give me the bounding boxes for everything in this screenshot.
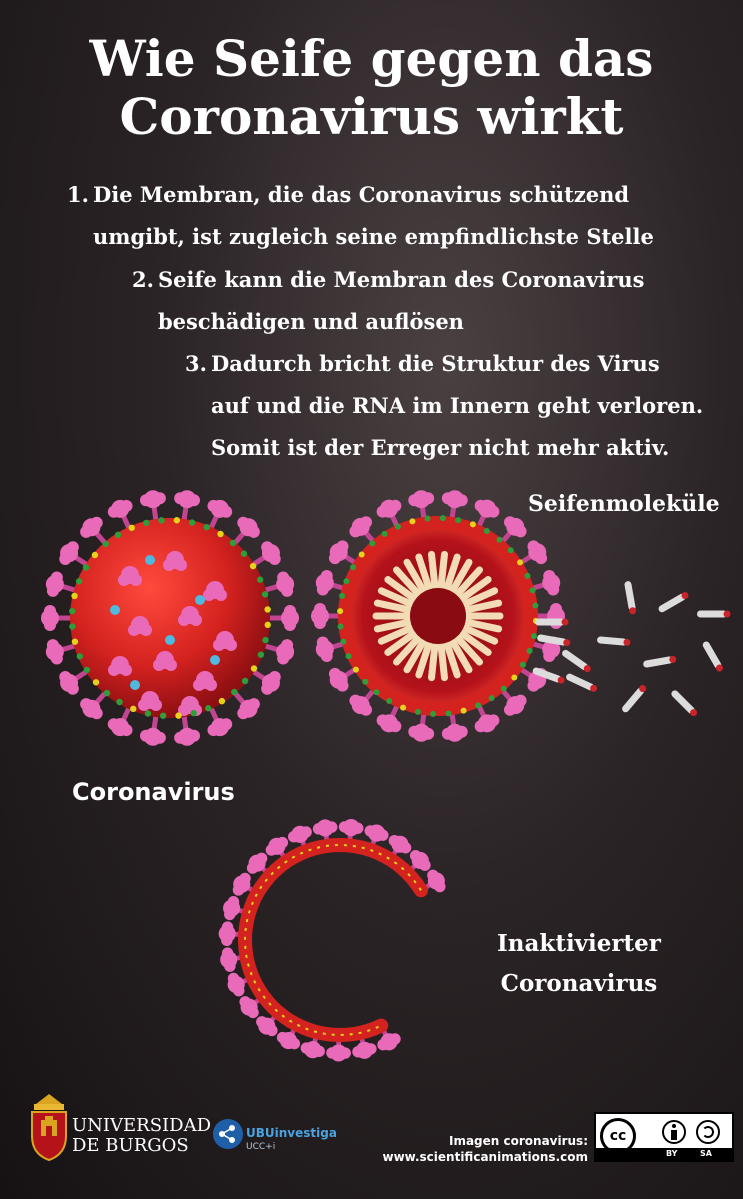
by-label: BY [666, 1149, 678, 1158]
step-3-line-3: Somit ist der Erreger nicht mehr aktiv. [211, 435, 670, 460]
by-person-icon [662, 1120, 686, 1144]
investiga-subtitle: UCC+i [246, 1142, 276, 1152]
soap-molecules [532, 581, 731, 718]
step-2-line-2: beschädigen und auflösen [158, 309, 464, 334]
investiga-name: UBUinvestiga [246, 1126, 337, 1140]
step-3-line-2: auf und die RNA im Innern geht verloren. [211, 393, 704, 418]
step-1-line-1: Die Membran, die das Coronavirus schützend [93, 182, 630, 207]
university-line-1: UNIVERSIDAD [72, 1115, 212, 1136]
credit-line-2: www.scientificanimations.com [382, 1150, 588, 1164]
title-line-1: Wie Seife gegen das [89, 29, 654, 88]
university-crest-icon [28, 1092, 70, 1162]
soap-molecules-label: Seifenmoleküle [528, 491, 720, 517]
image-credit [378, 1133, 588, 1165]
university-line-2: DE BURGOS [72, 1135, 189, 1156]
cc-icon: cc [600, 1118, 636, 1154]
title-line-2: Coronavirus wirkt [119, 87, 624, 146]
university-name [72, 1116, 211, 1156]
step-3-line-1: Dadurch bricht die Struktur des Virus [211, 351, 660, 376]
step-1-line-2: umgibt, ist zugleich seine empfindlichste Stelle [93, 224, 654, 249]
inactive-label-line-2: Coronavirus [500, 970, 658, 997]
step-1-number: 1. [67, 182, 89, 207]
inactive-virus-label [497, 924, 661, 1004]
investiga-logo-icon [212, 1118, 244, 1150]
coronavirus-inactivated [219, 819, 446, 1062]
coronavirus-opened [311, 490, 565, 742]
step-2-number: 2. [132, 267, 154, 292]
coronavirus-label: Coronavirus [72, 778, 235, 806]
cc-license-badge [594, 1112, 734, 1162]
sa-label: SA [700, 1149, 712, 1158]
step-2-line-1: Seife kann die Membran des Coronavirus [158, 267, 645, 292]
credit-line-1: Imagen coronavirus: [448, 1134, 588, 1148]
inactive-label-line-1: Inaktivierter [497, 930, 661, 957]
share-alike-icon [696, 1120, 720, 1144]
step-3-number: 3. [185, 351, 207, 376]
coronavirus-intact [41, 490, 299, 746]
